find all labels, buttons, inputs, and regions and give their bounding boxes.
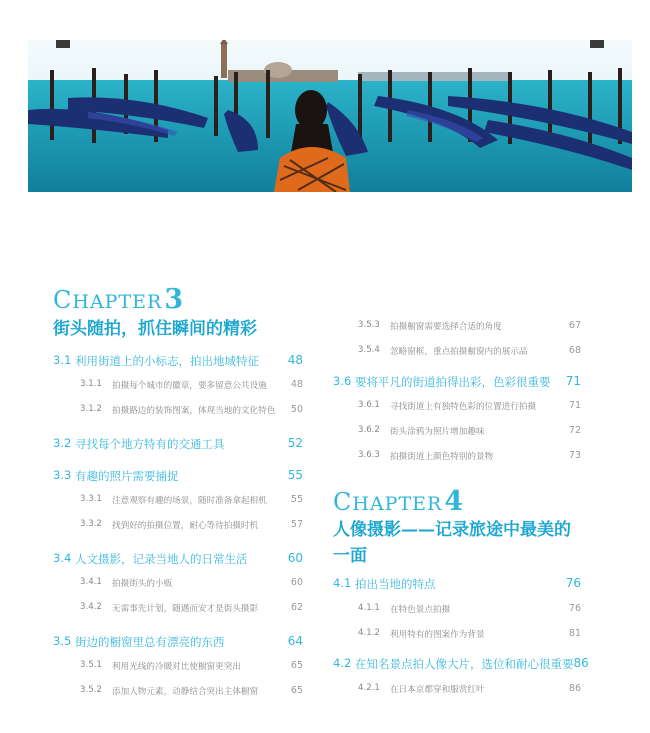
- toc-entry-number: 3.6: [333, 374, 352, 388]
- toc-entry-title: 利用特有的图案作为背景: [390, 630, 485, 640]
- toc-section-entry[interactable]: [53, 634, 303, 650]
- toc-page-number: 71: [565, 374, 581, 388]
- chapter-3-label-rest: HAPTER: [72, 291, 163, 313]
- toc-entry-number: 3.5: [53, 634, 72, 648]
- toc-entry-heading: [80, 379, 267, 391]
- toc-entry-title: 利用街道上的小标志，拍出地域特征: [75, 354, 259, 368]
- toc-page-number: 76: [568, 603, 581, 614]
- toc-entry-heading: [53, 468, 179, 484]
- toc-entry-number: 3.6.3: [358, 450, 380, 460]
- toc-entry-heading: [358, 400, 536, 412]
- chapter-4-title-line-1: 人像摄影——记录旅途中最美的: [333, 520, 571, 540]
- chapter-4-label-rest: HAPTER: [352, 493, 443, 515]
- toc-entry-title: 在日本京都穿和服赏红叶: [390, 685, 485, 695]
- chapter-4-number: 4: [444, 486, 465, 517]
- toc-entry-number: 3.4.1: [80, 577, 102, 587]
- toc-entry-heading: [80, 577, 172, 589]
- toc-entry-title: 忽略窗框，重点拍摄橱窗内的展示品: [390, 347, 528, 357]
- toc-entry-number: 3.3.2: [80, 519, 102, 529]
- chapter-3-label: [53, 284, 184, 315]
- toc-entry-number: 4.1.2: [358, 628, 380, 638]
- toc-entry-title: 添加人物元素，动静结合突出主体橱窗: [112, 687, 259, 697]
- toc-subsection-entry[interactable]: [358, 450, 581, 462]
- toc-entry-heading: [358, 628, 485, 640]
- toc-entry-heading: [333, 374, 551, 390]
- toc-entry-title: 找到好的拍摄位置，耐心等待拍摄时机: [112, 521, 259, 531]
- toc-entry-number: 3.4.2: [80, 602, 102, 612]
- toc-entry-heading: [80, 404, 275, 416]
- toc-entry-title: 街头涂鸦为照片增加趣味: [390, 427, 485, 437]
- toc-entry-title: 拍出当地的特点: [355, 577, 436, 591]
- toc-entry-heading: [80, 602, 258, 614]
- toc-page-number: 62: [290, 602, 303, 613]
- chapter-4-label: [333, 486, 464, 517]
- toc-entry-title: 寻找街道上有独特色彩的位置进行拍摄: [390, 402, 537, 412]
- chapter-3-title: 街头随拍，抓住瞬间的精彩: [53, 319, 257, 339]
- toc-entry-heading: [53, 551, 248, 567]
- toc-entry-number: 4.1: [333, 576, 352, 590]
- chapter-4-title-line-2: 一面: [333, 546, 367, 566]
- toc-entry-title: 人文摄影，记录当地人的日常生活: [75, 552, 248, 566]
- toc-entry-heading: [358, 683, 485, 695]
- toc-subsection-entry[interactable]: [358, 320, 581, 332]
- toc-entry-number: 3.5.3: [358, 320, 380, 330]
- toc-subsection-entry[interactable]: [358, 603, 581, 615]
- toc-page-number: 64: [287, 634, 303, 648]
- toc-entry-heading: [80, 494, 267, 506]
- toc-section-entry[interactable]: [333, 656, 589, 672]
- toc-page-number: 68: [568, 345, 581, 356]
- toc-page-number: 76: [565, 576, 581, 590]
- toc-page-number: 86: [573, 656, 589, 670]
- toc-subsection-entry[interactable]: [80, 577, 303, 589]
- toc-page-number: 73: [568, 450, 581, 461]
- toc-entry-heading: [333, 576, 436, 592]
- toc-entry-title: 在知名景点拍人像大片，选位和耐心很重要: [355, 657, 574, 671]
- toc-entry-number: 4.2.1: [358, 683, 380, 693]
- toc-subsection-entry[interactable]: [80, 660, 303, 672]
- toc-entry-number: 3.5.1: [80, 660, 102, 670]
- toc-subsection-entry[interactable]: [80, 602, 303, 614]
- toc-entry-title: 利用光线的冷暖对比使橱窗更突出: [112, 662, 241, 672]
- toc-entry-heading: [358, 320, 502, 332]
- toc-section-entry[interactable]: [53, 353, 303, 369]
- toc-page-number: 55: [287, 468, 303, 482]
- toc-entry-number: 3.1.2: [80, 404, 102, 414]
- toc-entry-heading: [358, 450, 493, 462]
- toc-page-number: 72: [568, 425, 581, 436]
- chapter-4-title: [333, 517, 571, 569]
- toc-entry-heading: [358, 425, 485, 437]
- toc-entry-title: 拍摄橱窗需要选择合适的角度: [390, 322, 502, 332]
- toc-section-entry[interactable]: [53, 468, 303, 484]
- toc-entry-number: 3.3: [53, 468, 72, 482]
- toc-subsection-entry[interactable]: [80, 404, 303, 416]
- toc-entry-title: 拍摄每个城市的徽章，要多留意公共设施: [112, 381, 267, 391]
- toc-page-number: 48: [287, 353, 303, 367]
- toc-page-number: 55: [290, 494, 303, 505]
- toc-entry-number: 3.1: [53, 353, 72, 367]
- toc-entry-title: 拍摄路边的装饰图案，体现当地的文化特色: [112, 406, 276, 416]
- toc-page-number: 52: [287, 436, 303, 450]
- toc-entry-title: 街边的橱窗里总有漂亮的东西: [75, 635, 225, 649]
- toc-entry-title: 拍摄街道上颜色特别的景物: [390, 452, 494, 462]
- toc-entry-title: 拍摄街头的小贩: [112, 579, 173, 589]
- toc-page-number: 65: [290, 685, 303, 696]
- toc-entry-heading: [333, 656, 574, 672]
- toc-entry-number: 3.3.1: [80, 494, 102, 504]
- banner-photo: [28, 40, 632, 192]
- toc-entry-heading: [53, 436, 225, 452]
- toc-subsection-entry[interactable]: [80, 685, 303, 697]
- toc-page-number: 86: [568, 683, 581, 694]
- toc-page-number: 60: [290, 577, 303, 588]
- toc-page-number: 60: [287, 551, 303, 565]
- toc-entry-title: 注意观察有趣的场景，随时准备拿起相机: [112, 496, 267, 506]
- toc-entry-heading: [53, 353, 259, 369]
- toc-section-entry[interactable]: [53, 436, 303, 452]
- chapter-3-label-initial: C: [53, 286, 73, 314]
- toc-subsection-entry[interactable]: [358, 400, 581, 412]
- toc-entry-title: 要将平凡的街道拍得出彩，色彩很重要: [355, 375, 551, 389]
- toc-subsection-entry[interactable]: [80, 494, 303, 506]
- toc-entry-number: 3.1.1: [80, 379, 102, 389]
- toc-page-number: 81: [568, 628, 581, 639]
- toc-page-number: 65: [290, 660, 303, 671]
- toc-section-entry[interactable]: [333, 576, 581, 592]
- toc-entry-number: 4.1.1: [358, 603, 380, 613]
- toc-entry-title: 在特色景点拍摄: [390, 605, 451, 615]
- toc-subsection-entry[interactable]: [358, 345, 581, 357]
- toc-entry-heading: [358, 345, 528, 357]
- toc-entry-heading: [80, 685, 258, 697]
- toc-entry-title: 有趣的照片需要捕捉: [75, 469, 179, 483]
- toc-entry-number: 3.6.2: [358, 425, 380, 435]
- toc-page-number: 48: [290, 379, 303, 390]
- toc-subsection-entry[interactable]: [80, 379, 303, 391]
- chapter-4-label-initial: C: [333, 488, 353, 516]
- toc-entry-heading: [80, 519, 258, 531]
- toc-entry-title: 寻找每个地方特有的交通工具: [75, 437, 225, 451]
- chapter-3-number: 3: [164, 284, 185, 315]
- toc-entry-number: 3.6.1: [358, 400, 380, 410]
- toc-entry-heading: [53, 634, 225, 650]
- toc-section-entry[interactable]: [333, 374, 581, 390]
- toc-section-entry[interactable]: [53, 551, 303, 567]
- toc-entry-number: 4.2: [333, 656, 352, 670]
- toc-subsection-entry[interactable]: [80, 519, 303, 531]
- toc-entry-number: 3.5.4: [358, 345, 380, 355]
- toc-page-number: 67: [568, 320, 581, 331]
- toc-entry-number: 3.2: [53, 436, 72, 450]
- toc-entry-number: 3.4: [53, 551, 72, 565]
- toc-subsection-entry[interactable]: [358, 683, 581, 695]
- toc-entry-heading: [80, 660, 241, 672]
- toc-entry-title: 无需事先计划，随遇而安才是街头摄影: [112, 604, 259, 614]
- toc-page-number: 57: [290, 519, 303, 530]
- toc-entry-heading: [358, 603, 450, 615]
- toc-page-number: 50: [290, 404, 303, 415]
- toc-subsection-entry[interactable]: [358, 425, 581, 437]
- toc-entry-number: 3.5.2: [80, 685, 102, 695]
- toc-subsection-entry[interactable]: [358, 628, 581, 640]
- toc-page-number: 71: [568, 400, 581, 411]
